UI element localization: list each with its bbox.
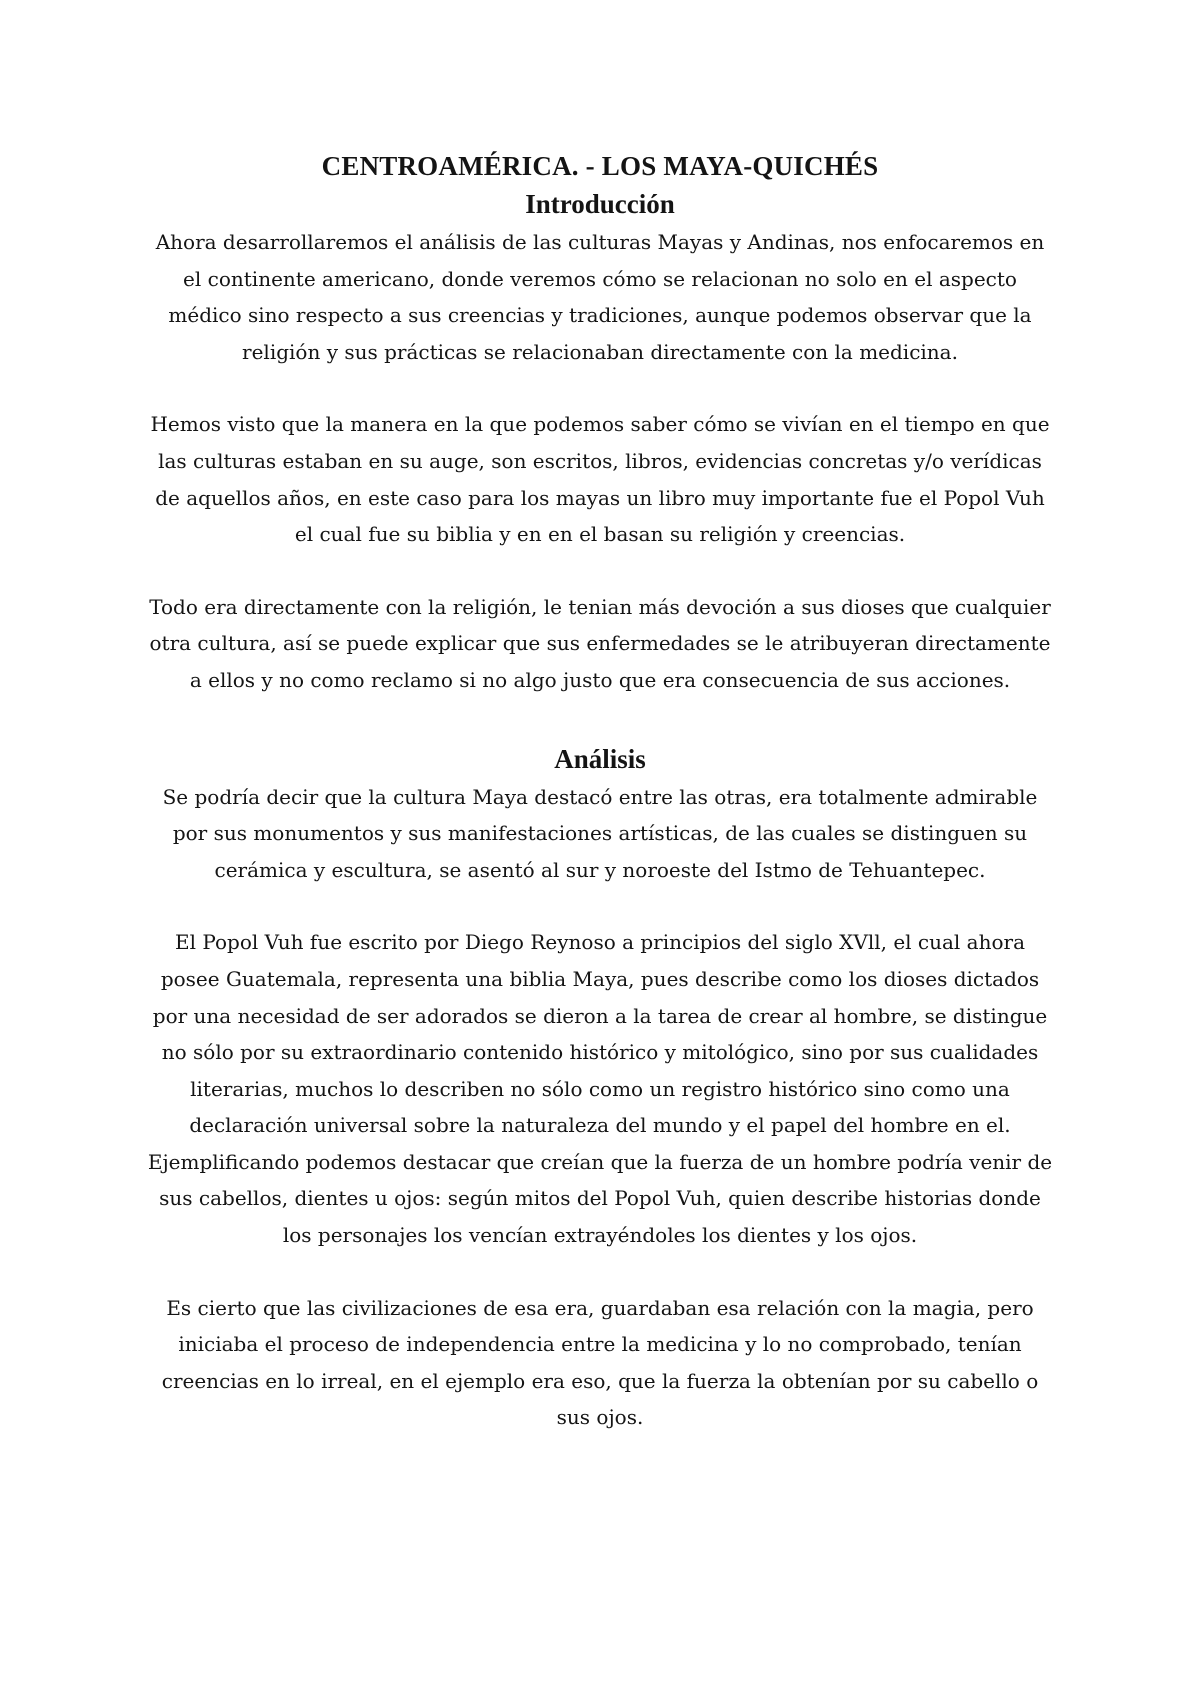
document-title: CENTROAMÉRICA. - LOS MAYA-QUICHÉS [321,151,879,181]
analysis-paragraph-1: Se podría decir que la cultura Maya destacó entre las otras, era totalmente admirable por sus monumentos y sus manifestaciones artísticas, de las cuales se distinguen su cerámica y escultura, se asentó al sur y noroeste del Istmo de Tehuantepec. [162,784,1038,882]
intro-paragraph-2: Hemos visto que la manera en la que podemos saber cómo se vivían en el tiempo en que las culturas estaban en su auge, son escritos, libros, evidencias concretas y/o verídicas de aquellos años, en este caso para los mayas un libro muy importante fue el Popol Vuh el cual fue su biblia y en en el basan su religión y creencias. [150,412,1050,547]
section-spacer [144,699,1056,739]
intro-paragraph-3: Todo era directamente con la religión, le tenian más devoción a sus dioses que cualquier otra cultura, así se puede explicar que sus enfermedades se le atribuyeran directamente a ellos y no como reclamo si no algo justo que era consecuencia de sus acciones. [149,594,1051,692]
paragraph-spacer [144,1254,1056,1290]
analysis-paragraph-3: Es cierto que las civilizaciones de esa era, guardaban esa relación con la magia, pero iniciaba el proceso de independencia entre la medicina y lo no comprobado, tenían creencias en lo irreal, en el ejemplo era eso, que la fuerza la obtenían por su cabello o sus ojos. [161,1295,1039,1430]
paragraph-spacer [144,888,1056,924]
paragraph-spacer [144,370,1056,406]
intro-paragraph-1: Ahora desarrollaremos el análisis de las culturas Mayas y Andinas, nos enfocaremos en el continente americano, donde veremos cómo se relacionan no solo en el aspecto médico sino respecto a sus creencias y tradiciones, aunque podemos observar que la religión y sus prácticas se relacionaban directamente con la medicina. [155,230,1045,364]
paragraph-spacer [144,553,1056,589]
analysis-paragraph-2: El Popol Vuh fue escrito por Diego Reynoso a principios del siglo XVll, el cual ahora posee Guatemala, representa una biblia Maya, pues describe como los dioses dictados por una necesidad de ser adorados se dieron a la tarea de crear al hombre, se distingue no sólo por su extraordinario contenido histórico y mitológico, sino por sus cualidades literarias, muchos lo describen no sólo como un registro histórico sino como una declaración universal sobre la naturaleza del mundo y el papel del hombre en el. Ejemplificando podemos destacar que creían que la fuerza de un hombre podría venir de sus cabellos, dientes u ojos: según mitos del Popol Vuh, quien describe historias donde los personajes los vencían extrayéndoles los dientes y los ojos. [147,930,1053,1248]
section-heading-introduccion: Introducción [525,189,675,219]
document-page [144,148,1056,1436]
section-heading-analisis: Análisis [554,743,646,774]
